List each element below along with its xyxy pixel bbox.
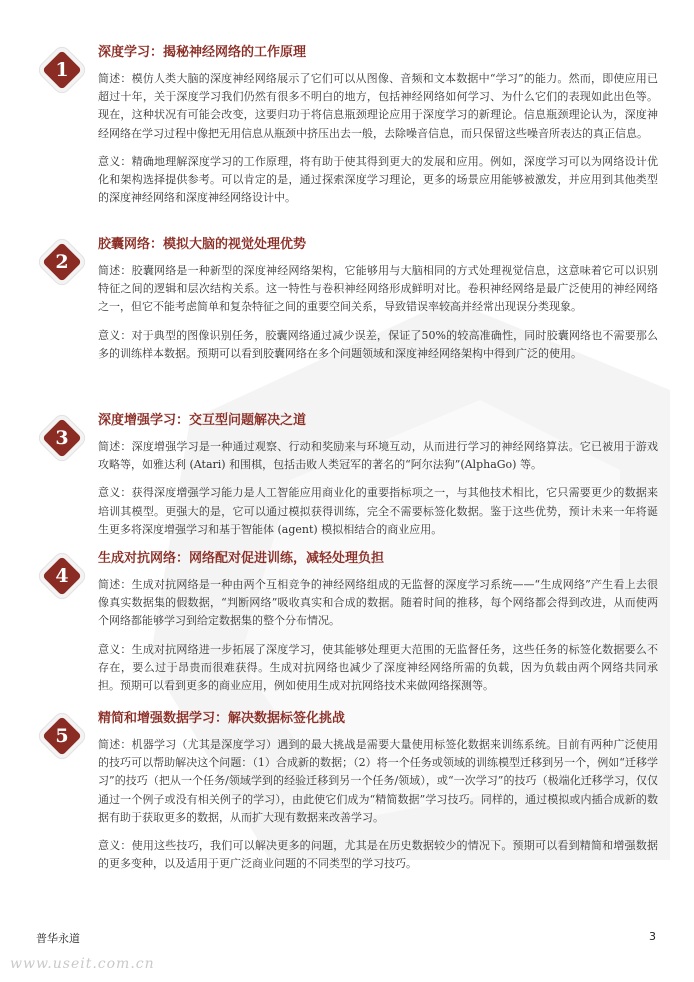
section-number: 1	[55, 59, 69, 81]
section-number-badge	[42, 556, 82, 596]
section-significance: 意义：精确地理解深度学习的工作原理，将有助于使其得到更大的发展和应用。例如，深度学习可以为网络设计优化和架构选择提供参考。可以肯定的是，通过探索深度学习理论，更多的场景应用能够被激发，并应用到其他类型的深度神经网络和深度神经网络设计中。	[98, 154, 658, 205]
section-number-badge	[42, 418, 82, 458]
section-summary: 简述：深度增强学习是一种通过观察、行动和奖励来与环境互动，从而进行学习的神经网络算法。它已被用于游戏攻略等，如雅达利 (Atari) 和围棋，包括击败人类冠军的著名的“阿尔法狗”(AlphaGo) 等。	[98, 440, 658, 472]
section-significance: 意义：生成对抗网络进一步拓展了深度学习，使其能够处理更大范围的无监督任务，这些任务的标签化数据要么不存在，要么过于昂贵而很难获得。生成对抗网络也减少了深度神经网络所需的负载，因为负载由两个网络共同承担。预期可以看到更多的商业应用，例如使用生成对抗网络技术来做网络探测等。	[98, 642, 658, 693]
section-summary: 简述：机器学习（尤其是深度学习）遇到的最大挑战是需要大量使用标签化数据来训练系统。目前有两种广泛使用的技巧可以帮助解决这个问题：（1）合成新的数据；（2）将一个任务或领域的训练模型迁移到另一个，例如“迁移学习”的技巧（把从一个任务/领域学到的经验迁移到另一个任务/领域），或“一次学习”的技巧（极端化迁移学习，仅仅通过一个例子或没有相关例子的学习），由此使它们成为“精简数据”学习技巧。同样的，通过模拟或内插合成新的数据有助于获取更多的数据，从而扩大现有数据来改善学习。	[98, 738, 658, 824]
section-significance: 意义：获得深度增强学习能力是人工智能应用商业化的重要指标项之一，与其他技术相比，它只需要更少的数据来培训其模型。更强大的是，它可以通过模拟获得训练，完全不需要标签化数据。鉴于这些优势，预计未来一年将诞生更多将深度增强学习和基于智能体 (agent) 模拟相结合的商业应用。	[98, 486, 658, 536]
section-number: 3	[55, 427, 69, 449]
section-number-badge	[42, 716, 82, 756]
section-significance: 意义：对于典型的图像识别任务，胶囊网络通过减少误差，保证了50%的较高准确性，同时胶囊网络也不需要那么多的训练样本数据。预期可以看到胶囊网络在多个问题领域和深度神经网络架构中得到广泛的使用。	[98, 328, 658, 360]
section-number-badge	[42, 242, 82, 282]
section-number-badge	[42, 50, 82, 90]
site-watermark-text: www.useit.com.cn	[10, 956, 155, 972]
section-title: 胶囊网络：模拟大脑的视觉处理优势	[98, 237, 307, 252]
section-number: 4	[55, 565, 69, 587]
section-title: 精简和增强数据学习：解决数据标签化挑战	[98, 711, 346, 726]
section-summary: 简述：模仿人类大脑的深度神经网络展示了它们可以从图像、音频和文本数据中“学习”的能力。然而，即使应用已超过十年，关于深度学习我们仍然有很多不明白的地方，包括神经网络如何学习、为什么它们的表现如此出色等。现在，这种状况有可能会改变，这要归功于将信息瓶颈理论应用于深度学习的新理论。信息瓶颈理论认为，深度神经网络在学习过程中像把无用信息从瓶颈中挤压出去一般，去除噪音信息，而只保留这些噪音所表达的真正信息。	[98, 72, 658, 140]
footer-company-name: 普华永道	[36, 932, 80, 945]
section-significance: 意义：使用这些技巧，我们可以解决更多的问题，尤其是在历史数据较少的情况下。预期可以看到精简和增强数据的更多变种，以及适用于更广泛商业问题的不同类型的学习技巧。	[98, 839, 658, 871]
section-title: 深度学习：揭秘神经网络的工作原理	[98, 45, 307, 60]
section-number: 2	[55, 251, 69, 273]
section-summary: 简述：生成对抗网络是一种由两个互相竞争的神经网络组成的无监督的深度学习系统——“生成网络”产生看上去很像真实数据集的假数据，“判断网络”吸收真实和合成的数据。随着时间的推移，每个网络都会得到改进，从而使两个网络都能够学习到给定数据集的整个分布情况。	[98, 578, 658, 628]
footer-page-number: 3	[649, 930, 656, 943]
section-title: 深度增强学习：交互型问题解决之道	[98, 413, 307, 428]
section-number: 5	[55, 725, 69, 747]
section-title: 生成对抗网络：网络配对促进训练，减轻处理负担	[98, 551, 385, 566]
section-summary: 简述：胶囊网络是一种新型的深度神经网络架构，它能够用与大脑相同的方式处理视觉信息，这意味着它可以识别特征之间的逻辑和层次结构关系。这一特性与卷积神经网络形成鲜明对比。卷积神经网络是最广泛使用的神经网络之一，但它不能考虑简单和复杂特征之间的重要空间关系，导致错误率较高并经常出现误分类现象。	[98, 264, 658, 314]
